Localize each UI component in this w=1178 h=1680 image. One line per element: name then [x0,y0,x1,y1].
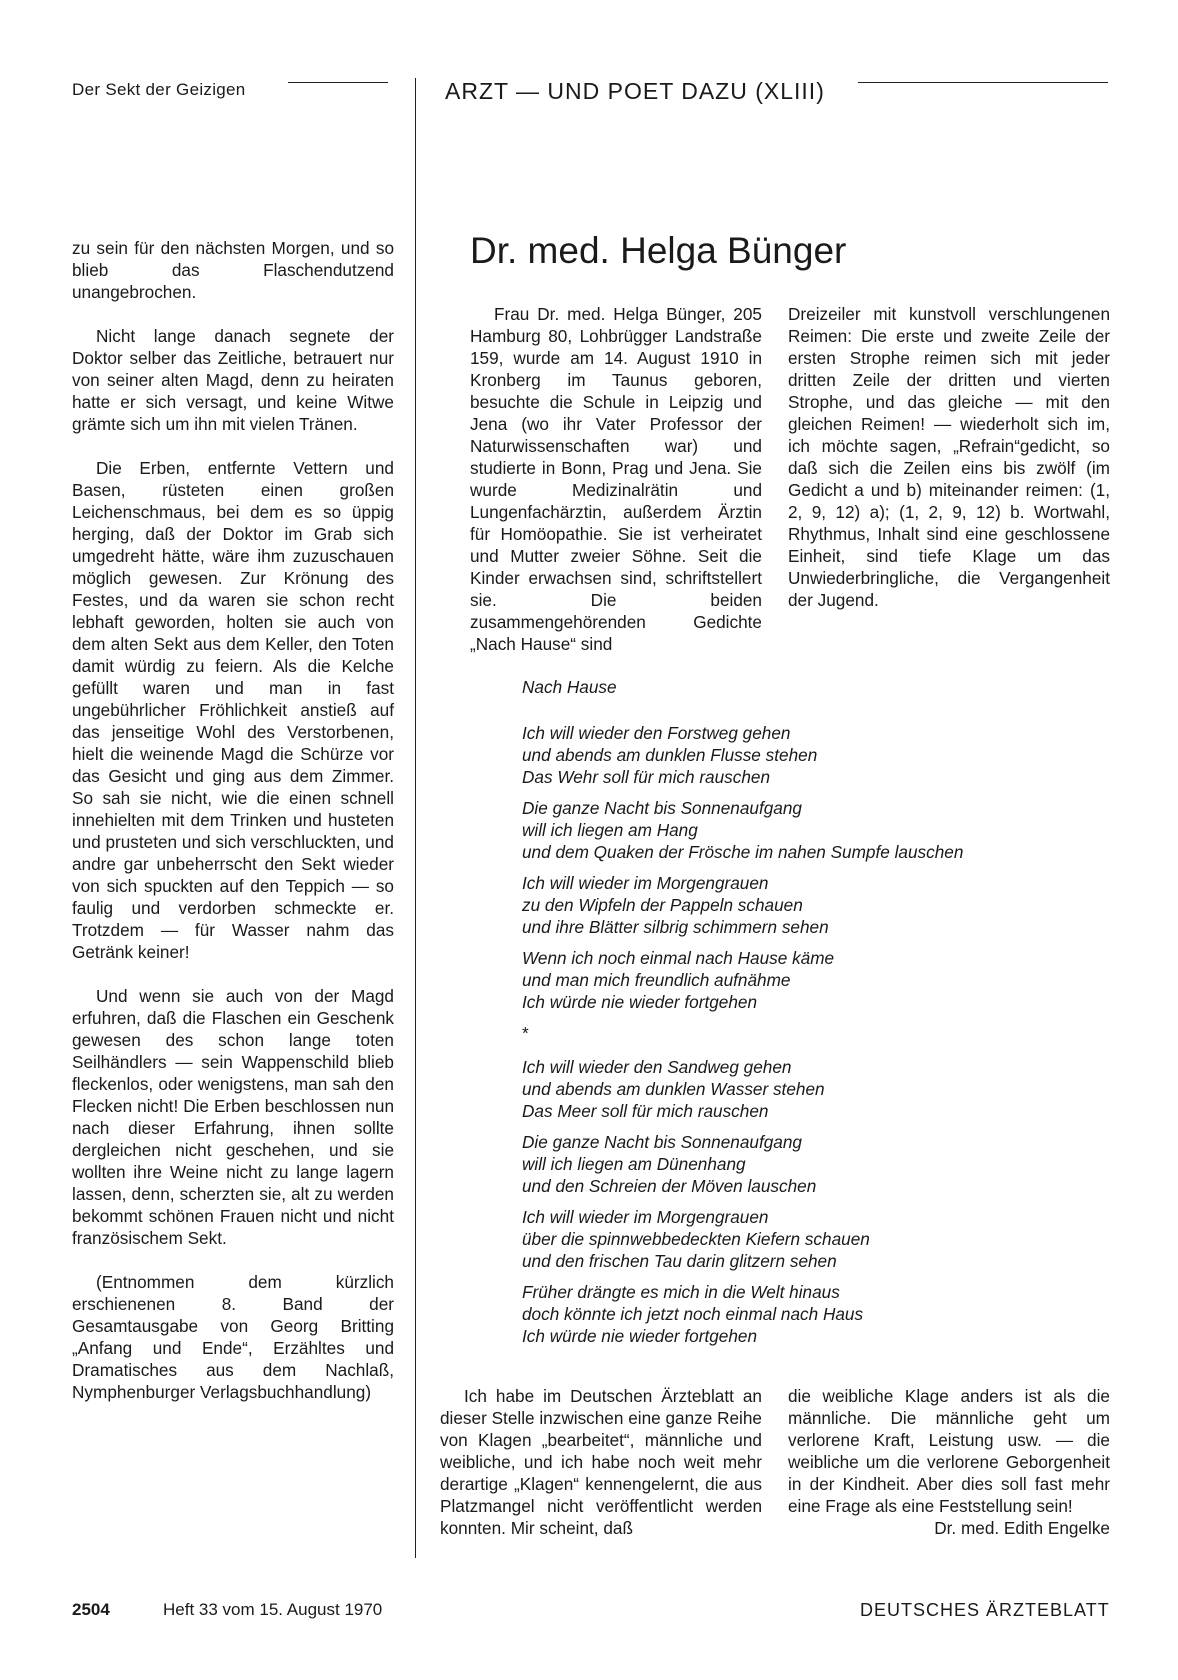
poem-stanza [522,797,963,863]
poem-line: Ich will wieder im Morgengrauen [522,873,769,893]
running-head-left: Der Sekt der Geizigen [72,80,246,99]
poem-stanza [522,872,963,938]
poem-line: Früher drängte es mich in die Welt hinaus [522,1282,840,1302]
story-paragraph: Und wenn sie auch von der Magd erfuhren, daß die Flaschen ein Geschenk gewesen des schon lange toten Seilhändlers — sein Wappenschild blieb fleckenlos, oder wenigstens, man sah den Flecken nicht! Die Erben beschlossen nun nach dieser Erfahrung, ihnen sollte dergleichen nicht geschehen, und sie wollten ihre Weine nicht zu lange lagern lassen, denn, scherzten sie, alt zu werden bekommt schönen Frauen nicht und nicht französischem Sekt. [72,986,394,1248]
poem-stanza [522,1281,963,1347]
poem-line: will ich liegen am Dünenhang [522,1154,746,1174]
closing-text-2: die weibliche Klage anders ist als die männliche. Die männliche geht um verlorene Kraft, Leistung usw. — die weibliche um die verlorene Geborgenheit in der Kindheit. Aber dies soll fast mehr eine Frage als eine Feststellung sein! [788,1386,1110,1516]
poem-part-2 [522,1056,963,1347]
story-paragraph: Nicht lange danach segnete der Doktor selber das Zeitliche, betrauert nur von seiner alten Magd, denn zu heiraten hatte er sich versagt, und keine Witwe grämte sich um ihn mit vielen Tränen. [72,326,394,434]
closing-column-2 [788,1385,1110,1539]
poem-line: Wenn ich noch einmal nach Hause käme [522,948,835,968]
poem-line: Ich will wieder den Sandweg gehen [522,1057,792,1077]
bio-text-1: Frau Dr. med. Helga Bünger, 205 Hamburg 80, Lohbrügger Landstraße 159, wurde am 14. August 1910 in Kronberg im Taunus geboren, besuchte die Schule in Leipzig und Jena (wo ihr Vater Professor der Naturwissenschaften war) und studierte in Bonn, Prag und Jena. Sie wurde Medizinalrätin und Lungenfachärztin, außerdem Ärztin für Homöopathie. Sie ist verheiratet und Mutter zweier Söhne. Seit die Kinder erwachsen sind, schriftstellert sie. Die beiden zusammengehörenden Gedichte „Nach Hause“ sind [470,304,762,654]
poem-line: Ich würde nie wieder fortgehen [522,1326,758,1346]
poem-stanza [522,1056,963,1122]
closing-column-1 [440,1385,762,1539]
running-head-right: ARZT — UND POET DAZU (XLIII) [445,78,825,104]
article-title: Dr. med. Helga Bünger [470,230,847,271]
issue-info: Heft 33 vom 15. August 1970 [163,1600,383,1619]
bio-text-2: Dreizeiler mit kunstvoll verschlungenen Reimen: Die erste und zweite Zeile der ersten Strophe reimen sich mit jeder dritten Zeile der dritten und vierten Strophe, und das gleiche — mit den gleichen Reimen! — wiederholt sich im, ich möchte sagen, „Refrain“gedicht, so daß sich die Zeilen eins bis zwölf (im Gedicht a und b) miteinander reimen: (1, 2, 9, 12) a); (1, 2, 9, 12) b. Wortwahl, Rhythmus, Inhalt sind eine geschlossene Einheit, sind tiefe Klage um das Unwiederbringliche, die Vergangenheit der Jugend. [788,304,1110,610]
poem-stanza [522,1206,963,1272]
page-number: 2504 [72,1600,110,1619]
left-column-story [72,237,394,1425]
bio-column-1 [470,303,762,655]
story-paragraph: zu sein für den nächsten Morgen, und so blieb das Flaschendutzend unangebrochen. [72,238,394,302]
column-divider [415,78,416,1558]
poem-line: zu den Wipfeln der Pappeln schauen [522,895,803,915]
poem-line: Die ganze Nacht bis Sonnenaufgang [522,798,802,818]
poem-line: Ich will wieder im Morgengrauen [522,1207,769,1227]
poem-stanza [522,947,963,1013]
poem-line: und man mich freundlich aufnähme [522,970,791,990]
author-signature: Dr. med. Edith Engelke [934,1518,1110,1538]
poem-line: Das Wehr soll für mich rauschen [522,767,771,787]
poem-title: Nach Hause [522,677,617,697]
poem-line: und den frischen Tau darin glitzern sehen [522,1251,837,1271]
poem-line: Die ganze Nacht bis Sonnenaufgang [522,1132,802,1152]
poem-line: Das Meer soll für mich rauschen [522,1101,769,1121]
poem-part-1 [522,722,963,1013]
poem [522,676,963,1356]
poem-line: Ich will wieder den Forstweg gehen [522,723,791,743]
poem-line: und abends am dunklen Flusse stehen [522,745,818,765]
poem-stanza [522,1131,963,1197]
poem-line: und ihre Blätter silbrig schimmern sehen [522,917,829,937]
journal-name: DEUTSCHES ÄRZTEBLATT [860,1600,1110,1620]
poem-line: und abends am dunklen Wasser stehen [522,1079,825,1099]
poem-line: Ich würde nie wieder fortgehen [522,992,758,1012]
story-paragraph: Die Erben, entfernte Vettern und Basen, rüsteten einen großen Leichenschmaus, bei dem es so üppig herging, daß der Doktor im Grab sich umgedreht hätte, wäre ihm zuzuschauen möglich gewesen. Zur Krönung des Festes, und da waren sie schon recht lebhaft geworden, holten sie auch von dem alten Sekt aus dem Keller, den Toten damit würdig zu feiern. Als die Kelche gefüllt waren und man in fast ungebührlicher Fröhlichkeit anstieß auf das jenseitige Wohl des Verstorbenen, hielt die weinende Magd die Schürze vor das Gesicht und ging aus dem Zimmer. So sah sie nicht, wie die einen schnell innehielten mit dem Trinken und husteten und prusteten und sich verschluckten, und andre gar unbeherrscht den Sekt wieder von sich spuckten auf den Teppich — so faulig und verdorben schmeckte er. Trotzdem — für Wasser nahm das Getränk keiner! [72,458,394,962]
header-rule-left [288,82,388,83]
poem-line: und dem Quaken der Frösche im nahen Sumpfe lauschen [522,842,964,862]
poem-line: über die spinnwebbedeckten Kiefern schauen [522,1229,870,1249]
story-source-note: (Entnommen dem kürzlich erschienenen 8. Band der Gesamtausgabe von Georg Britting „Anfang und Ende“, Erzähltes und Dramatisches aus dem Nachlaß, Nymphenburger Verlagsbuchhandlung) [72,1272,394,1402]
poem-line: will ich liegen am Hang [522,820,698,840]
poem-stanza [522,722,963,788]
poem-line: doch könnte ich jetzt noch einmal nach Haus [522,1304,864,1324]
poem-separator: * [522,1023,529,1043]
bio-column-2 [788,303,1110,611]
closing-text-1: Ich habe im Deutschen Ärzteblatt an dieser Stelle inzwischen eine ganze Reihe von Klagen „bearbeitet“, männliche und weibliche, und ich habe noch weit mehr derartige „Klagen“ kennengelernt, die aus Platzmangel nicht veröffentlicht werden konnten. Mir scheint, daß [440,1386,762,1538]
poem-line: und den Schreien der Möven lauschen [522,1176,817,1196]
header-rule-right [858,82,1108,83]
